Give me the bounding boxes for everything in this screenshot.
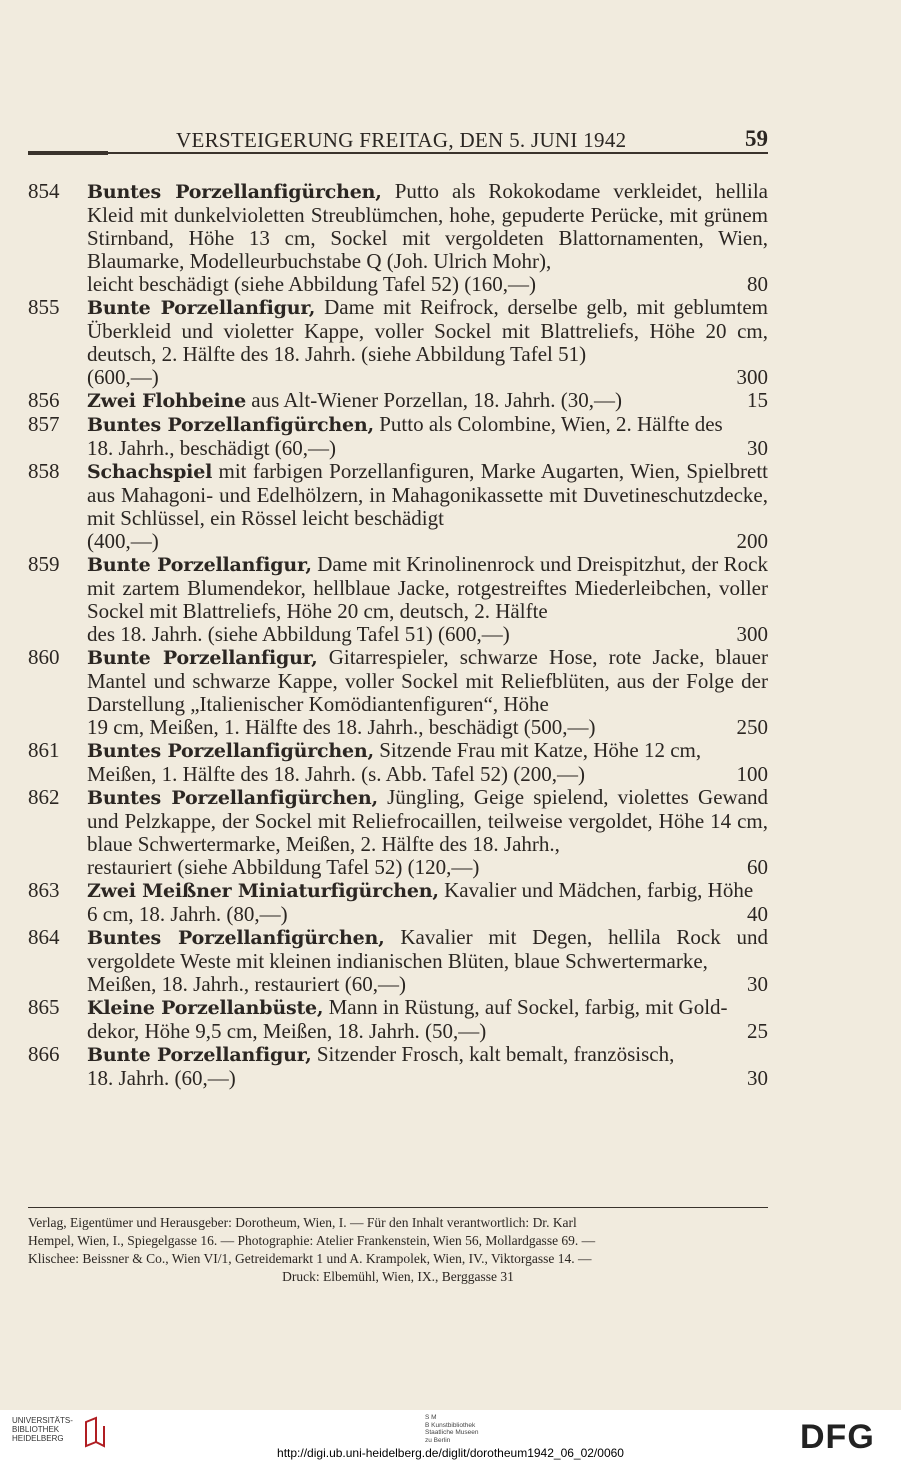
lot-estimate: leicht beschädigt (siehe Abbildung Tafel 52) (160,—) — [87, 272, 536, 296]
lot-estimate: (600,—) — [87, 365, 159, 389]
lot-description — [87, 413, 768, 437]
lot-entry — [28, 996, 768, 1043]
lot-description — [87, 553, 768, 623]
lot-description — [87, 296, 768, 366]
lot-description — [87, 996, 768, 1020]
lot-last-line — [87, 903, 768, 926]
lot-price: 60 — [747, 855, 768, 879]
lot-text: Sitzende Frau mit Katze, Höhe 12 cm, — [379, 738, 702, 762]
lot-price: 300 — [736, 622, 768, 646]
permalink-url[interactable]: http://digi.ub.uni-heidelberg.de/diglit/dorotheum1942_06_02/0060 — [277, 1446, 624, 1460]
lot-title: Buntes Porzellanfigürchen, — [87, 181, 382, 203]
lot-last-line — [87, 273, 768, 296]
header-rule-accent — [28, 151, 108, 155]
lot-price: 250 — [736, 715, 768, 739]
lot-text: Putto als Rokokodame verkleidet, hellila Kleid mit dunkelvioletten Streublümchen, hohe, gepuderte Perücke, mit grünem Stirnband, Höhe 13 cm, Sockel mit vergoldeten Blattornamenten, Wien, Blaumarke, Modelleurbuchstabe Q (Joh. Ulrich Mohr), — [87, 179, 768, 273]
lot-text: Kavalier mit Degen, hellila Rock und vergoldete Weste mit kleinen indianischen Blüten, blaue Schwertermarke, — [87, 925, 768, 973]
page-number: 59 — [745, 126, 768, 151]
staatliche-museen-logo[interactable]: S M B Kunstbibliothek Staatliche Museen zu Berlin — [425, 1414, 479, 1444]
lot-text: Sitzender Frosch, kalt bemalt, französisch, — [316, 1042, 675, 1066]
lot-text: Dame mit Krinolinenrock und Dreispitzhut, der Rock mit zartem Blumendekor, hellblaue Jacke, rotgestreiftes Miederleibchen, voller Sockel mit Blattreliefs, Höhe 20 cm, deutsch, 2. Hälfte — [87, 552, 768, 623]
lot-price: 30 — [747, 1066, 768, 1090]
lot-entry — [28, 1043, 768, 1090]
lot-price: 15 — [747, 388, 768, 412]
lot-last-line — [87, 437, 768, 460]
lot-estimate: dekor, Höhe 9,5 cm, Meißen, 18. Jahrh. (50,—) — [87, 1019, 487, 1043]
lot-price: 100 — [736, 762, 768, 786]
lot-text: Mann in Rüstung, auf Sockel, farbig, mit Gold- — [328, 995, 728, 1019]
lot-text: Kavalier und Mädchen, farbig, Höhe — [444, 878, 754, 902]
lot-number: 862 — [28, 785, 60, 809]
lot-estimate: des 18. Jahrh. (siehe Abbildung Tafel 51) (600,—) — [87, 622, 510, 646]
lot-estimate — [87, 389, 622, 413]
lot-last-line — [87, 1067, 768, 1090]
lot-title: Buntes Porzellanfigürchen, — [87, 787, 378, 809]
lot-number: 863 — [28, 878, 60, 902]
lot-price: 30 — [747, 972, 768, 996]
lot-title: Buntes Porzellanfigürchen, — [87, 927, 385, 949]
lot-entry — [28, 926, 768, 996]
lot-text: Gitarrespieler, schwarze Hose, rote Jacke, blauer Mantel und schwarze Kappe, voller Sockel mit Reliefblüten, aus der Folge der Darstellung „Italienischer Komödiantenfiguren“, Höhe — [87, 645, 768, 716]
lot-text: Jüngling, Geige spielend, violettes Gewand und Pelzkappe, der Sockel mit Reliefrocaillen, teilweise vergoldet, Höhe 14 cm, blaue Schwertermarke, Meißen, 2. Hälfte des 18. Jahrh., — [87, 785, 769, 856]
lot-number: 864 — [28, 925, 60, 949]
lot-last-line — [87, 366, 768, 389]
lot-description — [87, 739, 768, 763]
lot-list — [28, 180, 768, 1090]
lot-title: Bunte Porzellanfigur, — [87, 297, 316, 319]
lot-text: aus Alt-Wiener Porzellan, 18. Jahrh. (30,—) — [251, 388, 622, 412]
print-line: Druck: Elbemühl, Wien, IX., Berggasse 31 — [282, 1269, 514, 1284]
lot-last-line — [87, 716, 768, 739]
lot-description — [87, 180, 768, 273]
lot-last-line — [87, 530, 768, 553]
header-rule — [28, 152, 768, 154]
lot-title: Zwei Flohbeine — [87, 390, 247, 412]
lot-title: Kleine Porzellanbüste, — [87, 997, 324, 1019]
lot-description — [87, 879, 768, 903]
lot-price: 30 — [747, 436, 768, 460]
lot-estimate: restauriert (siehe Abbildung Tafel 52) (120,—) — [87, 855, 480, 879]
lot-last-line — [87, 623, 768, 646]
lot-number: 854 — [28, 179, 60, 203]
lot-price: 80 — [747, 272, 768, 296]
viewer-footer-bar — [0, 1410, 901, 1461]
lot-last-line — [87, 389, 768, 413]
lot-entry — [28, 646, 768, 739]
lot-estimate: Meißen, 1. Hälfte des 18. Jahrh. (s. Abb. Tafel 52) (200,—) — [87, 762, 585, 786]
lot-number: 856 — [28, 388, 60, 412]
lot-title: Bunte Porzellanfigur, — [87, 554, 312, 576]
lot-last-line — [87, 1020, 768, 1043]
imprint — [28, 1214, 768, 1286]
lot-price: 300 — [736, 365, 768, 389]
header-title: VERSTEIGERUNG FREITAG, DEN 5. JUNI 1942 — [176, 128, 627, 152]
lot-text: Dame mit Reifrock, derselbe gelb, mit geblumtem Überkleid und violetter Kappe, voller Sockel mit Blattreliefs, Höhe 20 cm, deutsch, 2. Hälfte des 18. Jahrh. (siehe Abbildung Tafel 51) — [87, 295, 768, 366]
imprint-line: Verlag, Eigentümer und Herausgeber: Dorotheum, Wien, I. — Für den Inhalt verantwortlich: Dr. Karl — [28, 1215, 577, 1230]
lot-description — [87, 460, 768, 530]
university-library-logo-text: UNIVERSITÄTS- BIBLIOTHEK HEIDELBERG — [12, 1416, 73, 1443]
lot-description — [87, 786, 768, 856]
lot-estimate: 19 cm, Meißen, 1. Hälfte des 18. Jahrh., beschädigt (500,—) — [87, 715, 596, 739]
lot-price: 40 — [747, 902, 768, 926]
lot-title: Buntes Porzellanfigürchen, — [87, 740, 374, 762]
lot-entry — [28, 786, 768, 879]
lot-entry — [28, 553, 768, 646]
lot-last-line — [87, 763, 768, 786]
lot-title: Schachspiel — [87, 461, 213, 483]
lot-price: 200 — [736, 529, 768, 553]
lot-number: 861 — [28, 738, 60, 762]
university-seal-icon — [82, 1416, 108, 1450]
lot-last-line — [87, 973, 768, 996]
lot-entry — [28, 460, 768, 553]
lot-estimate: (400,—) — [87, 529, 159, 553]
lot-title: Buntes Porzellanfigürchen, — [87, 414, 374, 436]
dfg-logo[interactable]: DFG — [800, 1418, 875, 1456]
lot-title: Bunte Porzellanfigur, — [87, 1044, 312, 1066]
lot-text: Putto als Colombine, Wien, 2. Hälfte des — [379, 412, 723, 436]
lot-number: 857 — [28, 412, 60, 436]
lot-estimate: 18. Jahrh. (60,—) — [87, 1066, 236, 1090]
lot-number: 866 — [28, 1042, 60, 1066]
imprint-line: Hempel, Wien, I., Spiegelgasse 16. — Photographie: Atelier Frankenstein, Wien 56, Mollardgasse 69. — — [28, 1233, 596, 1248]
lot-number: 860 — [28, 645, 60, 669]
lot-entry — [28, 180, 768, 296]
lot-description — [87, 926, 768, 973]
imprint-line: Klischee: Beissner & Co., Wien VI/1, Getreidemarkt 1 und A. Krampolek, Wien, IV., Viktorgasse 14. — — [28, 1251, 592, 1266]
lot-entry — [28, 296, 768, 389]
lot-number: 855 — [28, 295, 60, 319]
page-header — [28, 126, 768, 154]
lot-estimate: 18. Jahrh., beschädigt (60,—) — [87, 436, 337, 460]
lot-estimate: 6 cm, 18. Jahrh. (80,—) — [87, 902, 288, 926]
lot-entry — [28, 389, 768, 413]
lot-number: 858 — [28, 459, 60, 483]
lot-price: 25 — [747, 1019, 768, 1043]
lot-title: Zwei Meißner Miniaturfigürchen, — [87, 880, 439, 902]
lot-last-line — [87, 856, 768, 879]
lot-entry — [28, 879, 768, 926]
lot-entry — [28, 413, 768, 460]
footer-rule — [28, 1207, 768, 1208]
lot-entry — [28, 739, 768, 786]
lot-description — [87, 646, 768, 716]
lot-title: Bunte Porzellanfigur, — [87, 647, 318, 669]
lot-number: 859 — [28, 552, 60, 576]
lot-estimate: Meißen, 18. Jahrh., restauriert (60,—) — [87, 972, 406, 996]
lot-text: mit farbigen Porzellanfiguren, Marke Augarten, Wien, Spielbrett aus Mahagoni- und Edelhölzern, in Mahagonikassette mit Duvetineschutzdecke, mit Schlüssel, ein Rössel leicht beschädigt — [87, 459, 769, 530]
lot-number: 865 — [28, 995, 60, 1019]
lot-description — [87, 1043, 768, 1067]
